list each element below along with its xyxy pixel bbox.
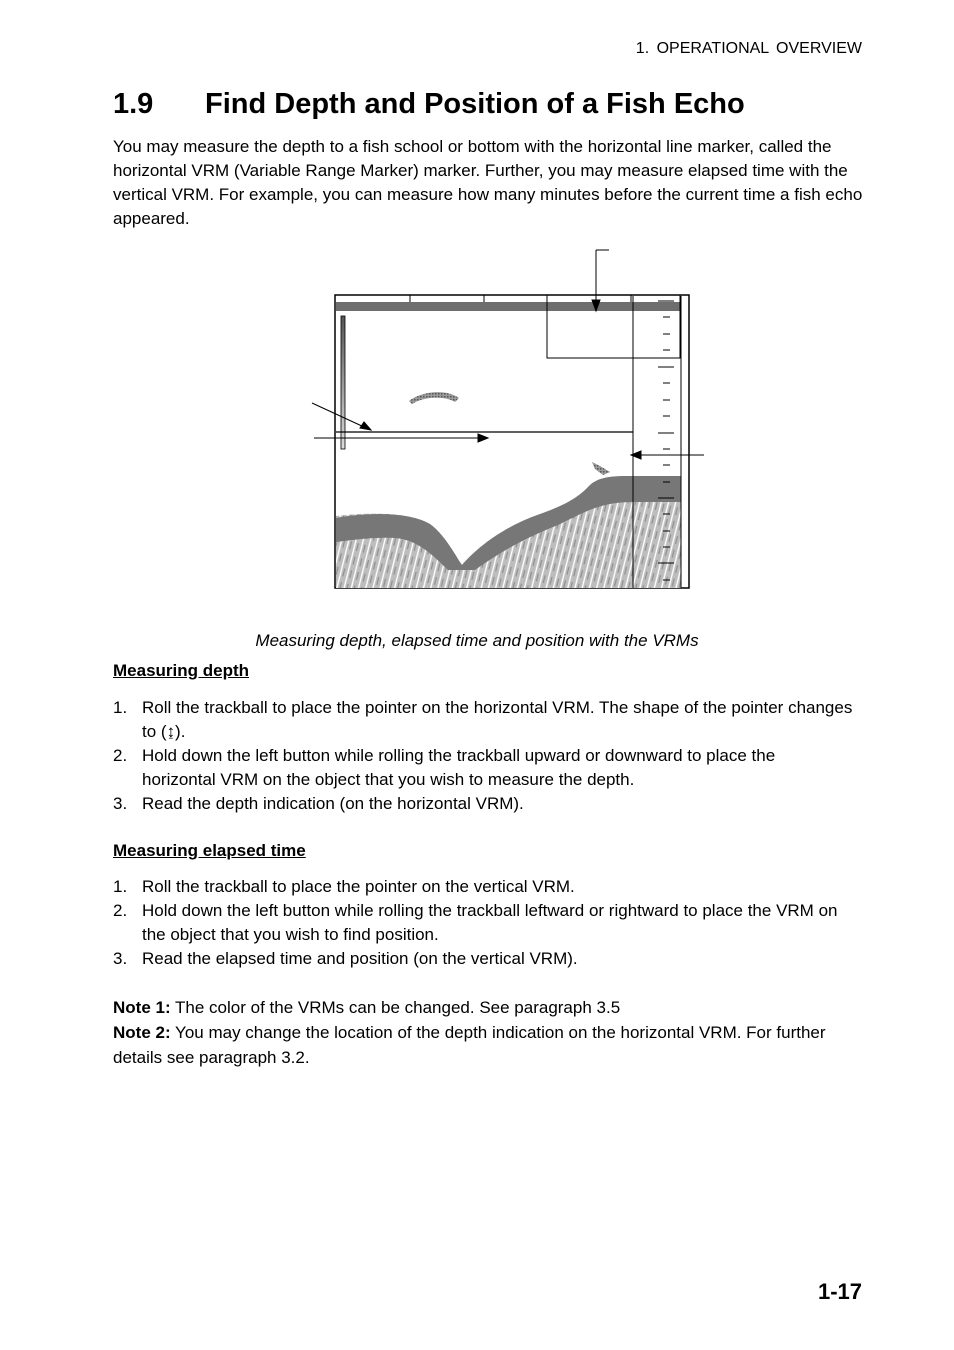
top-bar: [336, 302, 681, 311]
step-text: Roll the trackball to place the pointer on the horizontal VRM. The shape of the pointer changes to (↨).: [142, 698, 853, 741]
step-text: Hold down the left button while rolling the trackball leftward or rightward to place the VRM on the object that you wish to find position.: [142, 901, 838, 944]
step-number: 1.: [113, 877, 128, 896]
note-label: Note 2:: [113, 1023, 171, 1042]
section-title: [113, 88, 745, 121]
figure-caption: Measuring depth, elapsed time and position with the VRMs: [255, 631, 699, 650]
step-text: Hold down the left button while rolling the trackball upward or downward to place the horizontal VRM on the object that you wish to measure the depth.: [142, 746, 776, 789]
note-text: You may change the location of the depth indication on the horizontal VRM. For further details see paragraph 3.2.: [113, 1023, 826, 1067]
intro-paragraph: You may measure the depth to a fish school or bottom with the horizontal line marker, called the horizontal VRM (Variable Range Marker) marker. Further, you may measure elapsed time with the vertical VRM. For example, you can measure how many minutes before the current time a fish echo appeared.: [113, 137, 863, 228]
page-number: 1-17: [817, 1279, 862, 1304]
note-1: [113, 995, 853, 1020]
measuring-elapsed-time-steps: [113, 875, 853, 971]
list-item: [113, 792, 853, 816]
gain-bar-icon: [341, 316, 345, 449]
step-number: 2.: [113, 901, 128, 920]
section-number: 1.9: [113, 88, 154, 120]
notes: [113, 995, 853, 1070]
list-item: [113, 696, 853, 744]
step-number: 3.: [113, 794, 128, 813]
note-label: Note 1:: [113, 998, 171, 1017]
step-number: 2.: [113, 746, 128, 765]
note-text: The color of the VRMs can be changed. See paragraph 3.5: [170, 998, 621, 1017]
note-2: [113, 1020, 853, 1070]
measuring-depth-steps: [113, 696, 853, 816]
list-item: [113, 947, 853, 971]
measuring-depth-heading: Measuring depth: [113, 661, 250, 680]
step-number: 1.: [113, 698, 128, 717]
step-number: 3.: [113, 949, 128, 968]
step-text: Read the elapsed time and position (on the vertical VRM).: [142, 949, 578, 968]
measuring-elapsed-time-heading: Measuring elapsed time: [113, 841, 306, 860]
list-item: [113, 744, 853, 792]
list-item: [113, 899, 853, 947]
list-item: [113, 875, 853, 899]
step-text: Roll the trackball to place the pointer on the vertical VRM.: [142, 877, 575, 896]
step-text: Read the depth indication (on the horizontal VRM).: [142, 794, 524, 813]
section-title-text: Find Depth and Position of a Fish Echo: [205, 88, 745, 120]
echogram-figure: [300, 240, 720, 600]
running-header: 1. OPERATIONAL OVERVIEW: [635, 40, 862, 57]
